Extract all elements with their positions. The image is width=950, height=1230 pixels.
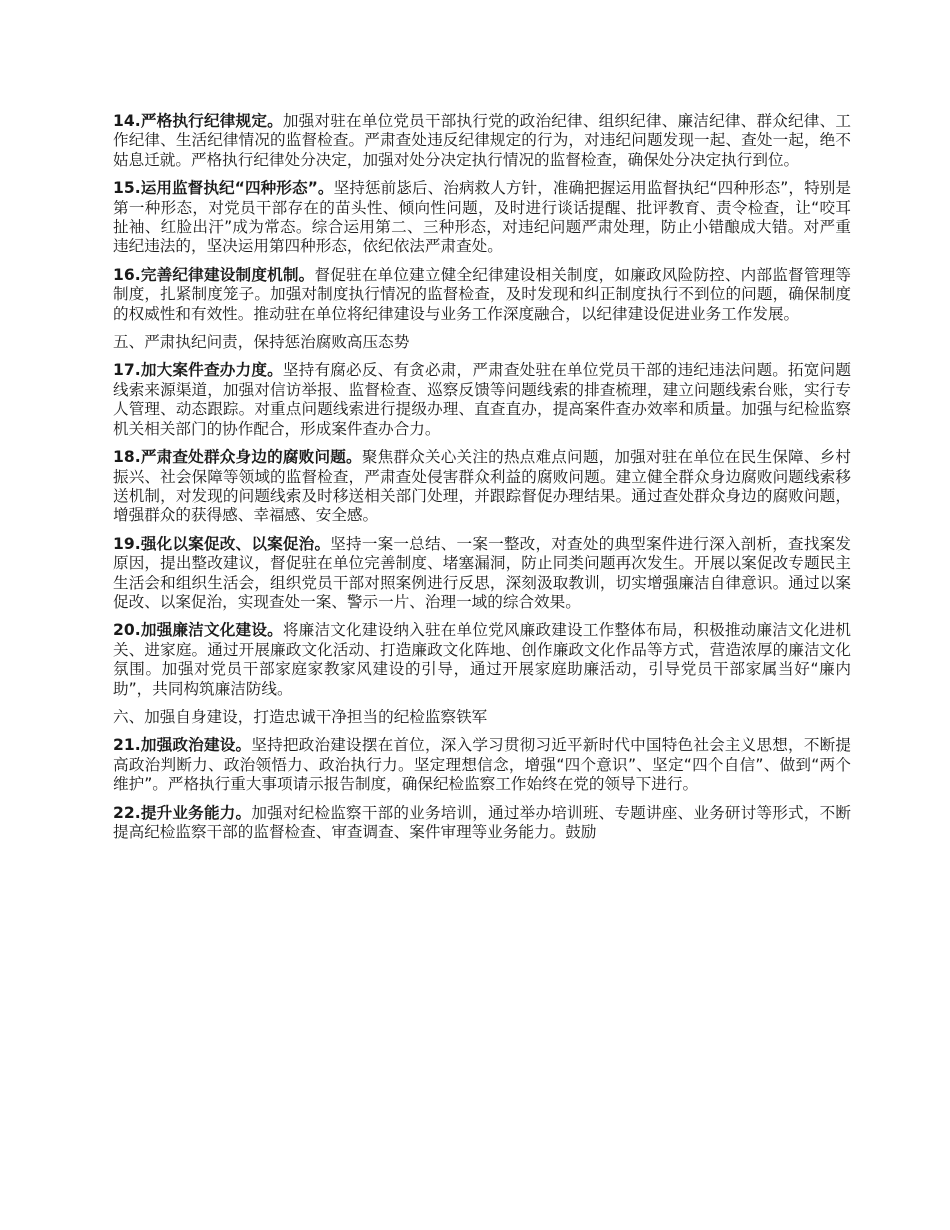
paragraph-item-18 (113, 448, 851, 526)
item-title: 完善纪律建设制度机制。 (140, 265, 315, 284)
item-body: 坚持一案一总结、一案一整改，对查处的典型案件进行深入剖析，查找案发原因，提出整改建议，督促驻在单位完善制度、堵塞漏洞，防止同类问题再次发生。开展以案促改专题民主生活会和组织生活会，组织党员干部对照案例进行反思，深刻汲取教训，切实增强廉洁自律意识。通过以案促改、以案促治，实现查处一案、警示一片、治理一域的综合效果。 (113, 534, 851, 611)
item-number: 19. (113, 534, 141, 553)
item-body: 坚持把政治建设摆在首位，深入学习贯彻习近平新时代中国特色社会主义思想，不断提高政治判断力、政治领悟力、政治执行力。坚定理想信念，增强“四个意识”、坚定“四个自信”、做到“两个维护”。严格执行重大事项请示报告制度，确保纪检监察工作始终在党的领导下进行。 (113, 736, 851, 794)
item-title: 加强廉洁文化建设。 (140, 621, 283, 640)
document-page (113, 112, 851, 851)
paragraph-item-14 (113, 112, 851, 170)
item-title: 加大案件查办力度。 (140, 361, 283, 380)
item-number: 18. (113, 448, 141, 467)
item-body: 聚焦群众关心关注的热点难点问题，加强对驻在单位在民生保障、乡村振兴、社会保障等领域的监督检查，严肃查处侵害群众利益的腐败问题。建立健全群众身边腐败问题线索移送机制，对发现的问题线索及时移送相关部门处理，并跟踪督促办理结果。通过查处群众身边的腐败问题，增强群众的获得感、幸福感、安全感。 (113, 448, 851, 525)
item-title: 加强政治建设。 (140, 736, 252, 755)
paragraph-item-16 (113, 266, 851, 324)
paragraph-item-21 (113, 736, 851, 794)
item-body: 坚持惩前毖后、治病救人方针，准确把握运用监督执纪“四种形态”，特别是第一种形态，对党员干部存在的苗头性、倾向性问题，及时进行谈话提醒、批评教育、责令检查，让“咬耳扯袖、红脸出汗”成为常态。综合运用第二、三种形态，对违纪问题严肃处理，防止小错酿成大错。对严重违纪违法的，坚决运用第四种形态，依纪依法严肃查处。 (113, 179, 851, 256)
item-number: 21. (113, 736, 141, 755)
item-number: 15. (113, 179, 141, 198)
paragraph-item-15 (113, 179, 851, 257)
item-title: 提升业务能力。 (140, 803, 252, 822)
item-title: 严格执行纪律规定。 (140, 112, 283, 130)
item-body: 加强对纪检监察干部的业务培训，通过举办培训班、专题讲座、业务研讨等形式，不断提高纪检监察干部的监督检查、审查调查、案件审理等业务能力。鼓励 (113, 803, 851, 841)
item-number: 22. (113, 803, 141, 822)
item-number: 16. (113, 265, 141, 284)
section-heading-5: 五、严肃执纪问责，保持惩治腐败高压态势 (113, 333, 410, 352)
item-title: 运用监督执纪“四种形态”。 (140, 179, 334, 198)
paragraph-item-19 (113, 535, 851, 613)
paragraph-item-22 (113, 804, 851, 843)
item-body: 督促驻在单位建立健全纪律建设相关制度，如廉政风险防控、内部监督管理等制度，扎紧制度笼子。加强对制度执行情况的监督检查，及时发现和纠正制度执行不到位的问题，确保制度的权威性和有效性。推动驻在单位将纪律建设与业务工作深度融合，以纪律建设促进业务工作发展。 (113, 265, 851, 323)
item-body: 将廉洁文化建设纳入驻在单位党风廉政建设工作整体布局，积极推动廉洁文化进机关、进家庭。通过开展廉政文化活动、打造廉政文化阵地、创作廉政文化作品等方式，营造浓厚的廉洁文化氛围。加强对党员干部家庭家教家风建设的引导，通过开展家庭助廉活动，引导党员干部家属当好“廉内助”，共同构筑廉洁防线。 (113, 621, 851, 698)
item-number: 17. (113, 361, 141, 380)
paragraph-item-20 (113, 621, 851, 699)
item-number: 20. (113, 621, 141, 640)
item-title: 严肃查处群众身边的腐败问题。 (140, 448, 362, 467)
section-heading-6: 六、加强自身建设，打造忠诚干净担当的纪检监察铁军 (113, 707, 488, 726)
item-body: 坚持有腐必反、有贪必肃，严肃查处驻在单位党员干部的违纪违法问题。拓宽问题线索来源渠道，加强对信访举报、监督检查、巡察反馈等问题线索的排查梳理，建立问题线索台账，实行专人管理、动态跟踪。对重点问题线索进行提级办理、直查直办，提高案件查办效率和质量。加强与纪检监察机关相关部门的协作配合，形成案件查办合力。 (113, 361, 851, 438)
item-number: 14. (113, 112, 141, 130)
paragraph-item-17 (113, 361, 851, 439)
item-body: 加强对驻在单位党员干部执行党的政治纪律、组织纪律、廉洁纪律、群众纪律、工作纪律、生活纪律情况的监督检查。严肃查处违反纪律规定的行为，对违纪问题发现一起、查处一起，绝不姑息迁就。严格执行纪律处分决定，加强对处分决定执行情况的监督检查，确保处分决定执行到位。 (113, 112, 851, 169)
item-title: 强化以案促改、以案促治。 (140, 534, 331, 553)
